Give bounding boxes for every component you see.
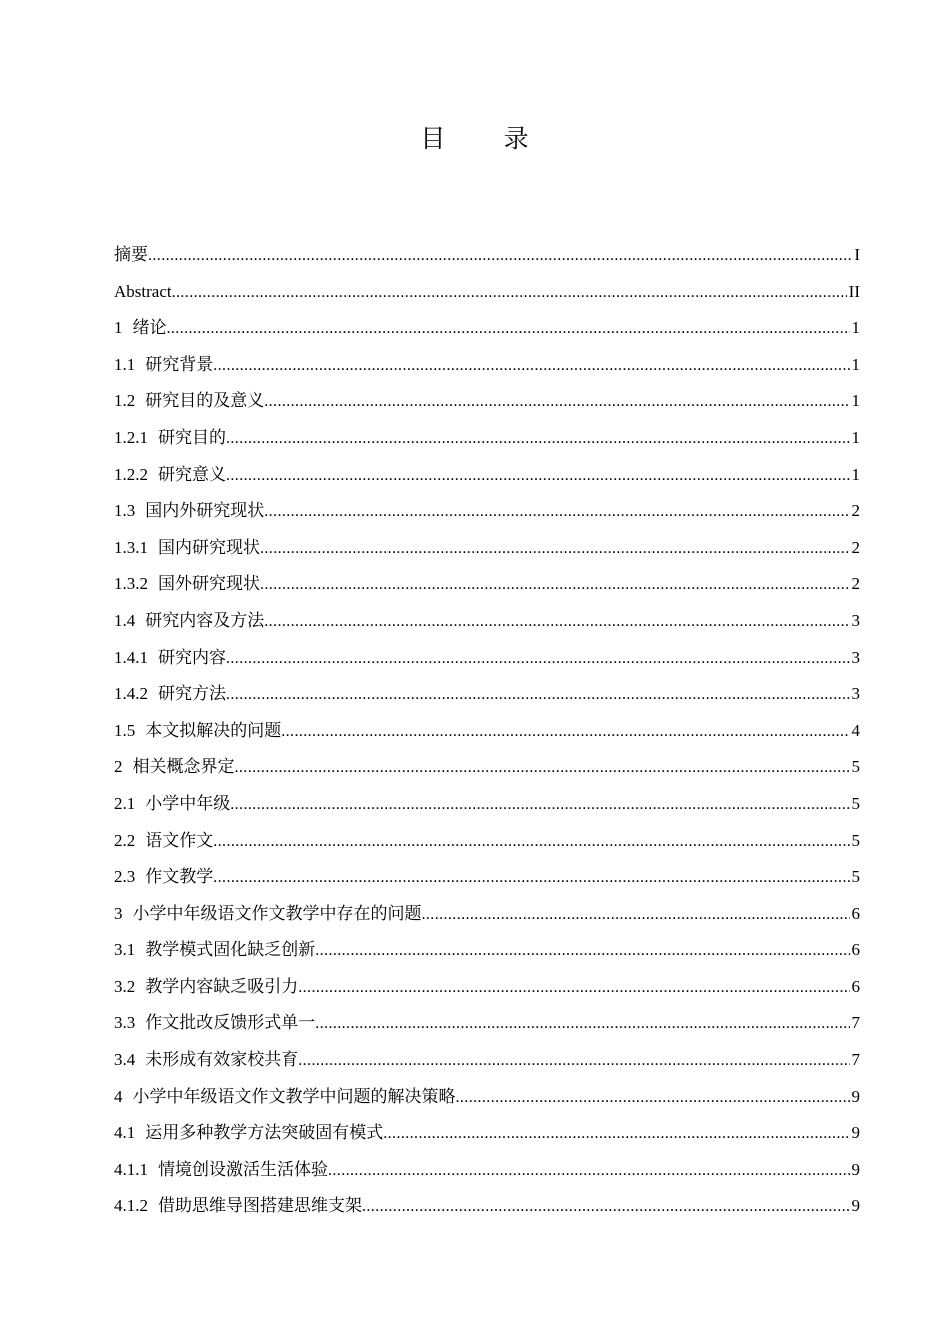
toc-entry[interactable] [114, 1115, 860, 1152]
toc-entry-title: 国外研究现状 [158, 574, 260, 594]
toc-entry-title: 语文作文 [145, 830, 214, 850]
toc-entry[interactable] [114, 530, 860, 567]
toc-entry-title: 未形成有效家校共育 [145, 1050, 299, 1070]
toc-dot-leader [230, 786, 849, 823]
toc-dot-leader [422, 896, 850, 933]
toc-entry-number: 1.4.2 [114, 684, 148, 704]
toc-entry-page-number: II [848, 281, 860, 301]
toc-entry-title: 绪论 [132, 318, 167, 338]
toc-entry[interactable] [114, 383, 860, 420]
toc-entry-number: 1.3 [114, 501, 136, 521]
toc-entry-page-number: 9 [851, 1159, 860, 1179]
toc-entry[interactable] [114, 640, 860, 677]
toc-entry-title: 国内研究现状 [158, 537, 260, 557]
toc-entry[interactable] [114, 749, 860, 786]
toc-dot-leader [315, 932, 849, 969]
toc-entry-page-number: 2 [851, 537, 860, 557]
toc-entry-title: 教学模式固化缺乏创新 [145, 940, 316, 960]
toc-entry-page-number: 7 [851, 1050, 860, 1070]
toc-entry-title: 小学中年级 [145, 793, 231, 813]
toc-title: 目 录 [420, 126, 555, 153]
toc-dot-leader [213, 859, 849, 896]
toc-entry-number: 2.1 [114, 793, 136, 813]
toc-entry-title: 研究目的 [158, 427, 226, 447]
toc-entry[interactable] [114, 493, 860, 530]
toc-entry-number: 3.2 [114, 976, 136, 996]
toc-entry-title: 作文批改反馈形式单一 [145, 1013, 316, 1033]
toc-entry[interactable] [114, 896, 860, 933]
toc-dot-leader [167, 310, 850, 347]
toc-entry-page-number: 2 [851, 501, 860, 521]
toc-entry[interactable] [114, 1042, 860, 1079]
toc-entry-title: 小学中年级语文作文教学中存在的问题 [132, 903, 422, 923]
toc-dot-leader [226, 640, 850, 677]
toc-dot-leader [213, 823, 849, 860]
toc-entry-number: 2 [114, 757, 123, 777]
toc-entry-title: 研究方法 [158, 684, 226, 704]
toc-dot-leader [172, 274, 847, 311]
toc-entry-page-number: 1 [851, 318, 860, 338]
toc-dot-leader [213, 347, 849, 384]
toc-dot-leader [264, 493, 849, 530]
toc-entry-number: 2.3 [114, 867, 136, 887]
toc-entry-page-number: 6 [851, 940, 860, 960]
toc-dot-leader [315, 1005, 849, 1042]
toc-entry-number: 4.1.2 [114, 1196, 148, 1216]
toc-dot-leader [226, 676, 850, 713]
toc-entry[interactable] [114, 457, 860, 494]
toc-entry-number: 4 [114, 1086, 123, 1106]
toc-entry-page-number: 6 [851, 903, 860, 923]
toc-entry-title: 小学中年级语文作文教学中问题的解决策略 [132, 1086, 456, 1106]
toc-entry-page-number: 1 [851, 354, 860, 374]
toc-entry-number: 1.4.1 [114, 647, 148, 667]
toc-entry-number: 3.1 [114, 940, 136, 960]
toc-entry[interactable] [114, 932, 860, 969]
toc-entry-number: 1.2.2 [114, 464, 148, 484]
toc-dot-leader [148, 237, 852, 274]
toc-entry-page-number: 4 [851, 720, 860, 740]
toc-entry-page-number: 1 [851, 427, 860, 447]
toc-entry-title: 相关概念界定 [132, 757, 235, 777]
toc-entry-number: 1.5 [114, 720, 136, 740]
toc-entry-page-number: 2 [851, 574, 860, 594]
toc-entry[interactable] [114, 274, 860, 311]
toc-list [114, 237, 860, 1225]
toc-entry[interactable] [114, 347, 860, 384]
toc-entry-title: 研究背景 [145, 354, 214, 374]
toc-entry-title: 研究内容 [158, 647, 226, 667]
toc-dot-leader [298, 969, 849, 1006]
toc-entry-title: 国内外研究现状 [145, 501, 265, 521]
toc-entry-page-number: 6 [851, 976, 860, 996]
toc-dot-leader [264, 603, 849, 640]
toc-entry[interactable] [114, 1152, 860, 1189]
toc-entry-number: 4.1.1 [114, 1159, 148, 1179]
toc-dot-leader [264, 383, 849, 420]
toc-dot-leader [260, 530, 850, 567]
toc-entry[interactable] [114, 566, 860, 603]
toc-entry-title: 教学内容缺乏吸引力 [145, 976, 299, 996]
toc-entry[interactable] [114, 237, 860, 274]
toc-entry-number: 1.2.1 [114, 427, 148, 447]
toc-entry-title: 研究意义 [158, 464, 226, 484]
toc-dot-leader [298, 1042, 849, 1079]
toc-entry-page-number: 5 [851, 830, 860, 850]
toc-entry-title: 研究目的及意义 [145, 391, 265, 411]
toc-entry-number: 1 [114, 318, 123, 338]
toc-entry-number: 1.3.2 [114, 574, 148, 594]
toc-entry-page-number: 1 [851, 391, 860, 411]
toc-entry-page-number: 3 [851, 684, 860, 704]
toc-entry-page-number: 5 [851, 757, 860, 777]
toc-entry-page-number: 5 [851, 867, 860, 887]
toc-dot-leader [383, 1115, 849, 1152]
toc-entry[interactable] [114, 823, 860, 860]
toc-entry-title: 本文拟解决的问题 [145, 720, 282, 740]
toc-entry[interactable] [114, 676, 860, 713]
toc-entry-title: Abstract [114, 281, 172, 301]
toc-dot-leader [235, 749, 850, 786]
toc-entry[interactable] [114, 859, 860, 896]
toc-dot-leader [260, 566, 850, 603]
toc-entry[interactable] [114, 1079, 860, 1116]
toc-dot-leader [362, 1188, 850, 1225]
toc-entry-page-number: 9 [851, 1086, 860, 1106]
toc-entry-number: 1.4 [114, 610, 136, 630]
toc-entry-title: 研究内容及方法 [145, 610, 265, 630]
toc-dot-leader [281, 713, 849, 750]
toc-entry-title: 借助思维导图搭建思维支架 [158, 1196, 362, 1216]
toc-dot-leader [226, 420, 850, 457]
toc-entry-number: 1.2 [114, 391, 136, 411]
toc-entry-number: 3 [114, 903, 123, 923]
toc-entry-title: 作文教学 [145, 867, 214, 887]
toc-dot-leader [456, 1079, 850, 1116]
toc-entry[interactable] [114, 1188, 860, 1225]
toc-entry-number: 4.1 [114, 1123, 136, 1143]
toc-entry-page-number: 9 [851, 1196, 860, 1216]
toc-entry-number: 1.3.1 [114, 537, 148, 557]
toc-entry-number: 2.2 [114, 830, 136, 850]
toc-entry-page-number: 1 [851, 464, 860, 484]
toc-entry-title: 运用多种教学方法突破固有模式 [145, 1123, 384, 1143]
toc-entry-page-number: 7 [851, 1013, 860, 1033]
toc-entry-number: 1.1 [114, 354, 136, 374]
toc-entry-page-number: 5 [851, 793, 860, 813]
toc-entry[interactable] [114, 1005, 860, 1042]
toc-entry-page-number: 3 [851, 647, 860, 667]
toc-dot-leader [328, 1152, 850, 1189]
toc-entry[interactable] [114, 603, 860, 640]
toc-entry-title: 情境创设激活生活体验 [158, 1159, 328, 1179]
toc-entry-title: 摘要 [114, 245, 148, 264]
toc-entry[interactable] [114, 969, 860, 1006]
toc-dot-leader [226, 457, 850, 494]
toc-entry-number: 3.4 [114, 1050, 136, 1070]
toc-entry[interactable] [114, 310, 860, 347]
toc-entry-page-number: 9 [851, 1123, 860, 1143]
toc-entry-page-number: I [854, 245, 860, 264]
toc-entry[interactable] [114, 713, 860, 750]
toc-entry[interactable] [114, 786, 860, 823]
toc-entry[interactable] [114, 420, 860, 457]
toc-entry-page-number: 3 [851, 610, 860, 630]
toc-entry-number: 3.3 [114, 1013, 136, 1033]
